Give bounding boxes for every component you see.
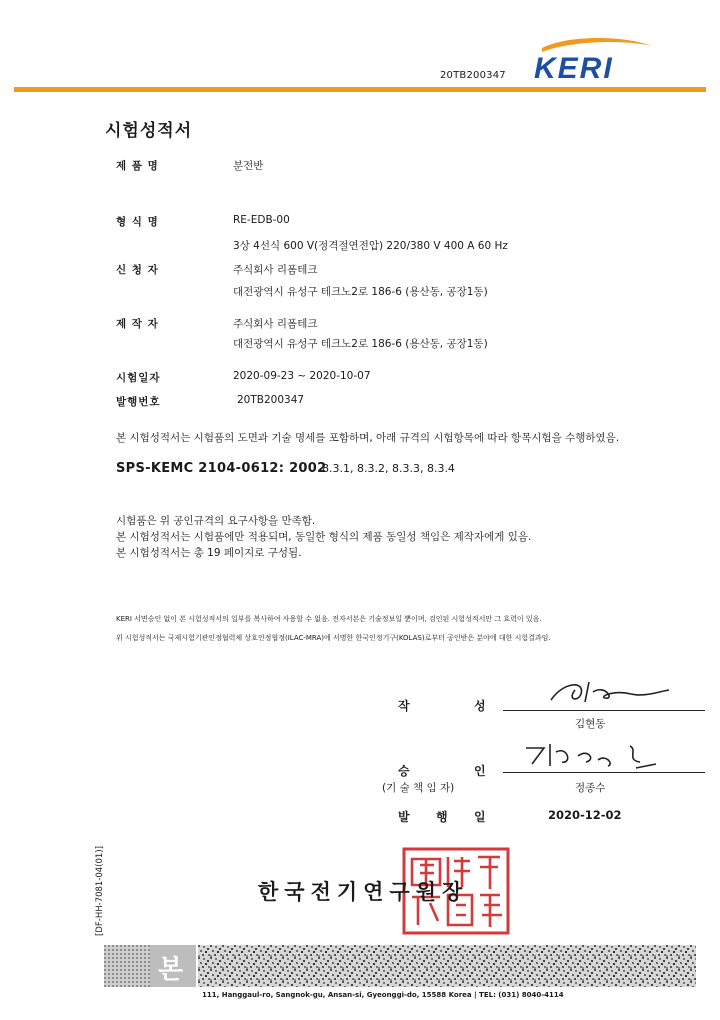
- issue-label-2: 행: [436, 810, 448, 824]
- applicant-name: 주식회사 리폼테크: [233, 264, 318, 276]
- note-line-1: KERI 서면승인 없이 본 시험성적서의 일부를 복사하여 사용할 수 없음. 전자서본은 기술정보일 뿐이며, 검인된 시험성적서만 그 효력이 있음.: [116, 615, 542, 623]
- statement-text: 본 시험성적서는 시험품의 도면과 기술 명세를 포함하며, 아래 규격의 시험항목에 따라 항목시험을 수행하였음.: [116, 432, 620, 444]
- manufacturer-name: 주식회사 리폼테크: [233, 318, 318, 330]
- applicant-label: 신 청 자: [116, 264, 159, 276]
- model-value: RE-EDB-00: [233, 214, 290, 226]
- result-line-3: 본 시험성적서는 총 19 페이지로 구성됨.: [116, 547, 302, 559]
- result-line-1: 시험품은 위 공인규격의 요구사항을 만족함.: [116, 515, 316, 527]
- issue-number-label: 발행번호: [116, 396, 161, 408]
- approved-label-1: 승: [398, 764, 410, 778]
- model-spec: 3상 4선식 600 V(정격절연전압) 220/380 V 400 A 60 Hz: [233, 240, 508, 252]
- side-doc-code: [93, 848, 107, 934]
- result-line-2: 본 시험성적서는 시험품에만 적용되며, 동일한 형식의 제품 동일성 책임은 제작자에게 있음.: [116, 531, 532, 543]
- issue-number-value: 20TB200347: [237, 394, 305, 406]
- written-label-2: 성: [474, 699, 486, 713]
- issue-label-1: 발: [398, 810, 410, 824]
- manufacturer-address: 대전광역시 유성구 테크노2로 186-6 (용산동, 공장1동): [233, 338, 488, 350]
- product-label: 제 품 명: [116, 160, 159, 172]
- header-rule: [14, 87, 706, 92]
- approver-name: 정종수: [575, 782, 606, 794]
- header-doc-number: 20TB200347: [440, 70, 506, 81]
- side-doc-code-text: [DF-HH-7081-04(01)]: [95, 846, 105, 936]
- test-date-value: 2020-09-23 ~ 2020-10-07: [233, 370, 371, 382]
- standard-code: SPS-KEMC 2104-0612: 2002: [116, 461, 327, 476]
- standard-clauses: 8.3.1, 8.3.2, 8.3.3, 8.3.4: [322, 462, 455, 475]
- writer-signature: [545, 676, 675, 708]
- model-label: 형 식 명: [116, 216, 159, 228]
- approver-line: [503, 772, 705, 773]
- applicant-address: 대전광역시 유성구 테크노2로 186-6 (용산동, 공장1동): [233, 286, 488, 298]
- writer-name: 김현동: [575, 718, 606, 730]
- note-line-2: 위 시험성적서는 국제시험기관인정협력체 상호인정협정(ILAC-MRA)에 서명한 한국인정기구(KOLAS)로부터 공인받은 분야에 대한 시험결과임.: [116, 634, 551, 642]
- manufacturer-label: 제 작 자: [116, 318, 159, 330]
- issue-date: 2020-12-02: [548, 808, 622, 822]
- security-grid-pattern: [104, 945, 150, 987]
- svg-text:KERI: KERI: [534, 52, 614, 85]
- keri-logo: [530, 38, 660, 86]
- original-mark-text: 본: [158, 955, 184, 985]
- security-noise-pattern: [198, 945, 696, 987]
- issue-label-3: 일: [474, 810, 486, 824]
- test-date-label: 시험일자: [116, 372, 161, 384]
- page-title: 시험성적서: [105, 121, 193, 141]
- original-mark: [150, 945, 196, 987]
- footer-address: 111, Hanggaul-ro, Sangnok-gu, Ansan-si, Gyeonggi-do, 15588 Korea | TEL: (031) 8040-4114: [202, 991, 564, 999]
- written-label-1: 작: [398, 699, 410, 713]
- organization-name: 한국전기연구원장: [258, 880, 469, 904]
- writer-line: [503, 710, 705, 711]
- approver-role: (기 술 책 임 자): [382, 782, 455, 794]
- approver-signature: [522, 738, 662, 774]
- product-value: 분전반: [233, 160, 264, 172]
- approved-label-2: 인: [474, 764, 486, 778]
